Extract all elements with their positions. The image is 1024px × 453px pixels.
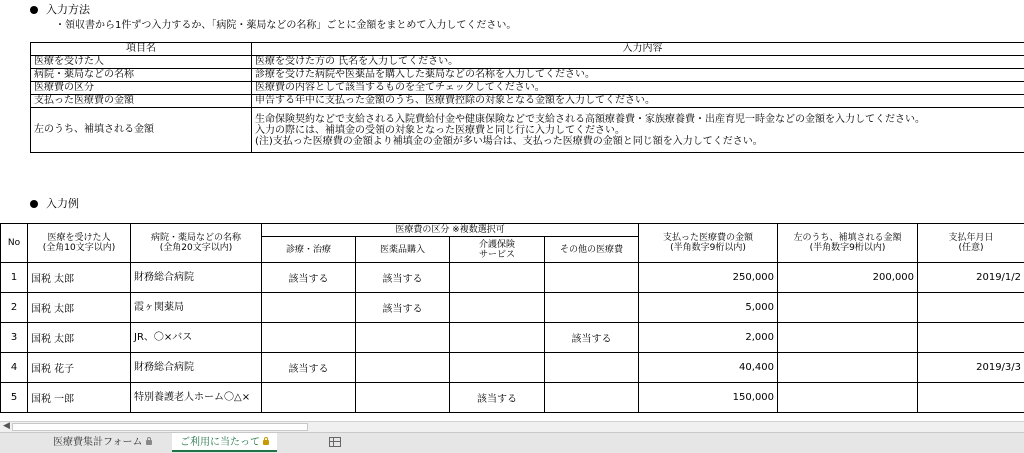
table-row — [1, 293, 1024, 323]
cell-no[interactable]: 4 — [1, 353, 28, 383]
cell-content[interactable]: 申告する年中に支払った金額のうち、医療費控除の対象となる金額を入力してください。 — [252, 95, 1024, 108]
cell-person[interactable]: 国税 太郎 — [28, 293, 131, 323]
cell-content[interactable]: 診療を受けた病院や医薬品を購入した薬局などの名称を入力してください。 — [252, 69, 1024, 82]
cell-cat1[interactable] — [262, 323, 356, 353]
section-title: 入力例 — [46, 197, 79, 210]
cell-reimbursed[interactable] — [778, 383, 918, 413]
header-no: No — [1, 224, 28, 263]
cell-cat1[interactable] — [262, 383, 356, 413]
header-cat-other: その他の医療費 — [545, 237, 639, 263]
content-line: 入力の際には、補填金の受領の対象となった医療費と同じ行に入力してください。 — [255, 125, 1024, 136]
cell-person[interactable]: 国税 花子 — [28, 353, 131, 383]
cell-paid[interactable]: 150,000 — [639, 383, 778, 413]
header-paid: 支払った医療費の金額 (半角数字9桁以内) — [639, 224, 778, 263]
cell-paid[interactable]: 40,400 — [639, 353, 778, 383]
cell-date[interactable] — [918, 383, 1024, 413]
cell-hospital[interactable]: 特別養護老人ホーム〇△× — [131, 383, 262, 413]
cell-cat3[interactable] — [450, 353, 545, 383]
cell-cat2[interactable]: 該当する — [356, 293, 450, 323]
content-line: 生命保険契約などで支給される入院費給付金や健康保険などで支給される高額療養費・家族療養費・出産育児一時金などの金額を入力してください。 — [255, 114, 1024, 125]
cell-cat3[interactable] — [450, 323, 545, 353]
cell-date[interactable] — [918, 323, 1024, 353]
tab-medical-form[interactable] — [45, 433, 160, 452]
header-cat-care: 介護保険 サービス — [450, 237, 545, 263]
cell-date[interactable]: 2019/3/3 — [918, 353, 1024, 383]
section-input-method — [30, 1, 90, 17]
cell-cat1[interactable]: 該当する — [262, 353, 356, 383]
cell-paid[interactable]: 2,000 — [639, 323, 778, 353]
section-description: ・領収書から1件ずつ入力するか、「病院・薬局などの名称」ごとに金額をまとめて入力してください。 — [55, 16, 516, 31]
header-reimbursed: 左のうち、補填される金額 (半角数字9桁以内) — [778, 224, 918, 263]
cell-item[interactable]: 医療を受けた人 — [31, 56, 252, 69]
tab-label: 医療費集計フォーム — [53, 437, 143, 448]
cell-cat2[interactable] — [356, 323, 450, 353]
header-cat-medicine: 医薬品購入 — [356, 237, 450, 263]
cell-cat3[interactable]: 該当する — [450, 383, 545, 413]
cell-cat4[interactable] — [545, 293, 639, 323]
cell-reimbursed[interactable] — [778, 353, 918, 383]
header-cat-treatment: 診療・治療 — [262, 237, 356, 263]
cell-no[interactable]: 3 — [1, 323, 28, 353]
cell-date[interactable] — [918, 293, 1024, 323]
cell-cat2[interactable] — [356, 353, 450, 383]
cell-item[interactable]: 病院・薬局などの名称 — [31, 69, 252, 82]
cell-hospital[interactable]: 財務総合病院 — [131, 263, 262, 293]
cell-cat4[interactable] — [545, 353, 639, 383]
cell-paid[interactable]: 250,000 — [639, 263, 778, 293]
cell-content[interactable]: 医療費の内容として該当するものを全てチェックしてください。 — [252, 82, 1024, 95]
tab-usage-notes[interactable] — [172, 433, 277, 452]
header-person: 医療を受けた人 (全角10文字以内) — [28, 224, 131, 263]
cell-reimbursed[interactable] — [778, 323, 918, 353]
cell-content[interactable] — [252, 108, 1024, 153]
cell-no[interactable]: 2 — [1, 293, 28, 323]
example-table — [0, 223, 1024, 413]
cell-reimbursed[interactable]: 200,000 — [778, 263, 918, 293]
cell-no[interactable]: 5 — [1, 383, 28, 413]
table-row — [1, 383, 1024, 413]
lock-icon — [263, 440, 269, 445]
cell-reimbursed[interactable] — [778, 293, 918, 323]
table-row — [1, 323, 1024, 353]
cell-hospital[interactable]: 財務総合病院 — [131, 353, 262, 383]
header-content: 入力内容 — [252, 43, 1024, 56]
cell-cat1[interactable]: 該当する — [262, 263, 356, 293]
cell-cat2[interactable]: 該当する — [356, 263, 450, 293]
instructions-table — [30, 42, 1024, 153]
lock-icon — [146, 440, 152, 445]
tab-label: ご利用に当たって — [180, 437, 260, 448]
table-row — [1, 263, 1024, 293]
cell-cat3[interactable] — [450, 293, 545, 323]
header-hospital: 病院・薬局などの名称 (全角20文字以内) — [131, 224, 262, 263]
header-category-group: 医療費の区分 ※複数選択可 — [262, 224, 639, 237]
scroll-left-icon[interactable]: ◀ — [3, 421, 10, 431]
add-sheet-icon[interactable] — [329, 437, 341, 447]
sheet-tab-bar — [0, 432, 1024, 453]
cell-hospital[interactable]: 霞ヶ関薬局 — [131, 293, 262, 323]
header-item: 項目名 — [31, 43, 252, 56]
cell-person[interactable]: 国税 太郎 — [28, 323, 131, 353]
content-line: (注)支払った医療費の金額より補填金の金額が多い場合は、支払った医療費の金額と同じ額を入力してください。 — [255, 136, 1024, 147]
bullet-icon — [30, 6, 38, 14]
horizontal-scrollbar[interactable] — [0, 421, 1024, 432]
cell-item[interactable]: 医療費の区分 — [31, 82, 252, 95]
cell-person[interactable]: 国税 一郎 — [28, 383, 131, 413]
cell-cat4[interactable] — [545, 263, 639, 293]
section-title: 入力方法 — [46, 3, 90, 16]
cell-item[interactable]: 支払った医療費の金額 — [31, 95, 252, 108]
cell-person[interactable]: 国税 太郎 — [28, 263, 131, 293]
section-example — [30, 195, 79, 211]
cell-cat3[interactable] — [450, 263, 545, 293]
bullet-icon — [30, 200, 38, 208]
table-row — [1, 353, 1024, 383]
cell-cat1[interactable] — [262, 293, 356, 323]
cell-cat4[interactable]: 該当する — [545, 323, 639, 353]
cell-paid[interactable]: 5,000 — [639, 293, 778, 323]
cell-hospital[interactable]: JR、〇×バス — [131, 323, 262, 353]
cell-no[interactable]: 1 — [1, 263, 28, 293]
cell-item[interactable]: 左のうち、補填される金額 — [31, 108, 252, 153]
cell-content[interactable]: 医療を受けた方の 氏名を入力してください。 — [252, 56, 1024, 69]
cell-date[interactable]: 2019/1/2 — [918, 263, 1024, 293]
header-date: 支払年月日 (任意) — [918, 224, 1024, 263]
cell-cat4[interactable] — [545, 383, 639, 413]
cell-cat2[interactable] — [356, 383, 450, 413]
scrollbar-thumb[interactable] — [12, 423, 308, 431]
